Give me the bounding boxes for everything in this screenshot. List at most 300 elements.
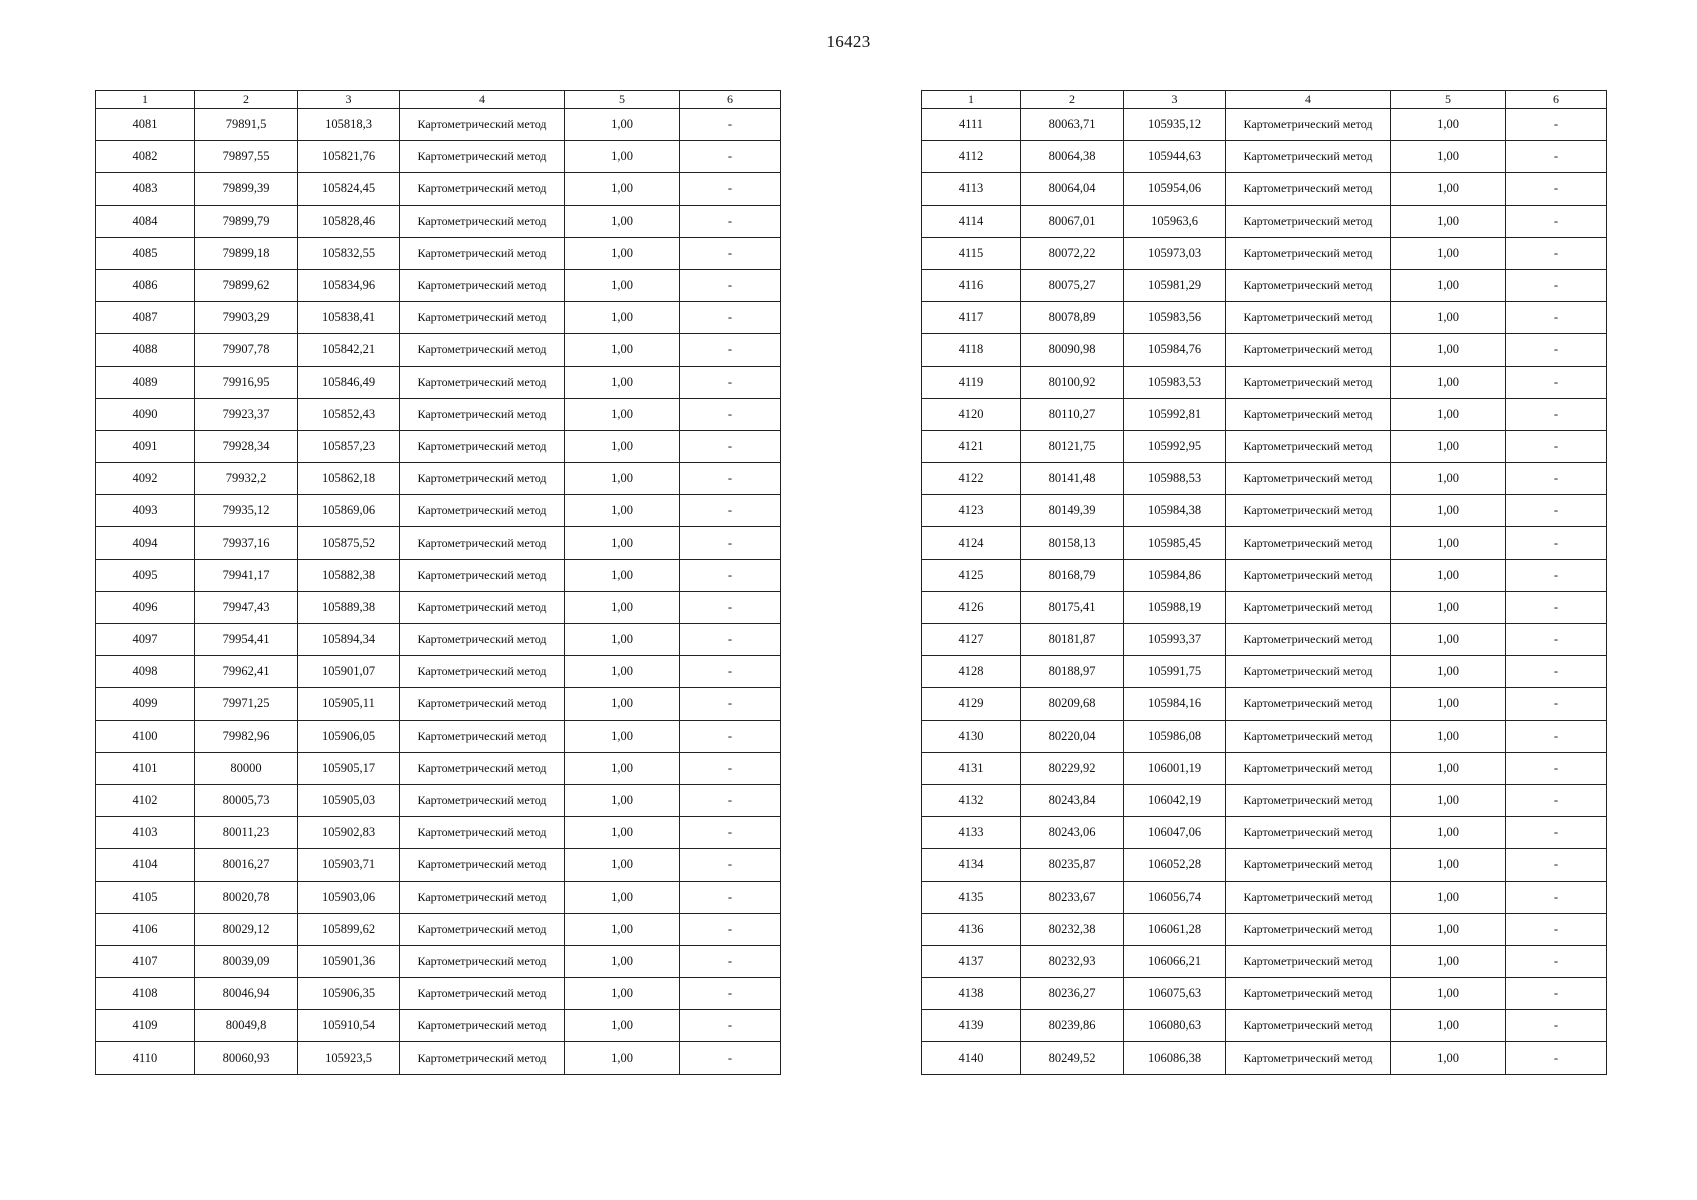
description-cell: - bbox=[1506, 237, 1607, 269]
y-coordinate-cell: 105838,41 bbox=[298, 302, 400, 334]
point-number-cell: 4111 bbox=[922, 109, 1021, 141]
method-cell: Картометрический метод bbox=[1226, 398, 1391, 430]
accuracy-cell: 1,00 bbox=[1391, 688, 1506, 720]
accuracy-cell: 1,00 bbox=[565, 495, 680, 527]
point-number-cell: 4130 bbox=[922, 720, 1021, 752]
column-header-2: 2 bbox=[195, 91, 298, 109]
table-row bbox=[96, 849, 781, 881]
x-coordinate-cell: 80175,41 bbox=[1021, 591, 1124, 623]
point-number-cell: 4112 bbox=[922, 141, 1021, 173]
x-coordinate-cell: 80158,13 bbox=[1021, 527, 1124, 559]
y-coordinate-cell: 105901,07 bbox=[298, 656, 400, 688]
y-coordinate-cell: 105834,96 bbox=[298, 269, 400, 301]
point-number-cell: 4082 bbox=[96, 141, 195, 173]
x-coordinate-cell: 79932,2 bbox=[195, 463, 298, 495]
x-coordinate-cell: 80100,92 bbox=[1021, 366, 1124, 398]
point-number-cell: 4091 bbox=[96, 430, 195, 462]
y-coordinate-cell: 106047,06 bbox=[1124, 817, 1226, 849]
table-row bbox=[922, 366, 1607, 398]
accuracy-cell: 1,00 bbox=[1391, 591, 1506, 623]
table-row bbox=[922, 881, 1607, 913]
accuracy-cell: 1,00 bbox=[1391, 366, 1506, 398]
x-coordinate-cell: 79962,41 bbox=[195, 656, 298, 688]
table-row bbox=[922, 109, 1607, 141]
accuracy-cell: 1,00 bbox=[565, 1042, 680, 1074]
point-number-cell: 4096 bbox=[96, 591, 195, 623]
column-header-5: 5 bbox=[565, 91, 680, 109]
table-body bbox=[922, 109, 1607, 1075]
method-cell: Картометрический метод bbox=[1226, 688, 1391, 720]
table-row bbox=[96, 495, 781, 527]
description-cell: - bbox=[1506, 398, 1607, 430]
x-coordinate-cell: 79899,62 bbox=[195, 269, 298, 301]
method-cell: Картометрический метод bbox=[1226, 624, 1391, 656]
accuracy-cell: 1,00 bbox=[565, 817, 680, 849]
y-coordinate-cell: 105899,62 bbox=[298, 913, 400, 945]
accuracy-cell: 1,00 bbox=[1391, 656, 1506, 688]
method-cell: Картометрический метод bbox=[400, 495, 565, 527]
description-cell: - bbox=[680, 463, 781, 495]
page-number: 16423 bbox=[826, 32, 871, 51]
table-header-row bbox=[922, 91, 1607, 109]
method-cell: Картометрический метод bbox=[400, 269, 565, 301]
accuracy-cell: 1,00 bbox=[1391, 302, 1506, 334]
method-cell: Картометрический метод bbox=[400, 591, 565, 623]
y-coordinate-cell: 105984,86 bbox=[1124, 559, 1226, 591]
accuracy-cell: 1,00 bbox=[565, 720, 680, 752]
table-row bbox=[96, 1010, 781, 1042]
description-cell: - bbox=[1506, 205, 1607, 237]
x-coordinate-cell: 79954,41 bbox=[195, 624, 298, 656]
table-row bbox=[922, 945, 1607, 977]
method-cell: Картометрический метод bbox=[1226, 591, 1391, 623]
description-cell: - bbox=[1506, 913, 1607, 945]
table-row bbox=[96, 752, 781, 784]
point-number-cell: 4086 bbox=[96, 269, 195, 301]
y-coordinate-cell: 105992,95 bbox=[1124, 430, 1226, 462]
method-cell: Картометрический метод bbox=[400, 302, 565, 334]
method-cell: Картометрический метод bbox=[1226, 430, 1391, 462]
method-cell: Картометрический метод bbox=[1226, 495, 1391, 527]
point-number-cell: 4083 bbox=[96, 173, 195, 205]
x-coordinate-cell: 79897,55 bbox=[195, 141, 298, 173]
accuracy-cell: 1,00 bbox=[1391, 913, 1506, 945]
table-row bbox=[96, 817, 781, 849]
accuracy-cell: 1,00 bbox=[1391, 398, 1506, 430]
description-cell: - bbox=[1506, 334, 1607, 366]
description-cell: - bbox=[1506, 784, 1607, 816]
x-coordinate-cell: 80220,04 bbox=[1021, 720, 1124, 752]
column-header-2: 2 bbox=[1021, 91, 1124, 109]
point-number-cell: 4101 bbox=[96, 752, 195, 784]
accuracy-cell: 1,00 bbox=[565, 881, 680, 913]
table-row bbox=[96, 624, 781, 656]
x-coordinate-cell: 80141,48 bbox=[1021, 463, 1124, 495]
y-coordinate-cell: 105857,23 bbox=[298, 430, 400, 462]
y-coordinate-cell: 105954,06 bbox=[1124, 173, 1226, 205]
description-cell: - bbox=[1506, 527, 1607, 559]
x-coordinate-cell: 80232,93 bbox=[1021, 945, 1124, 977]
x-coordinate-cell: 80016,27 bbox=[195, 849, 298, 881]
table-row bbox=[96, 913, 781, 945]
x-coordinate-cell: 79928,34 bbox=[195, 430, 298, 462]
method-cell: Картометрический метод bbox=[1226, 1010, 1391, 1042]
x-coordinate-cell: 80067,01 bbox=[1021, 205, 1124, 237]
y-coordinate-cell: 105832,55 bbox=[298, 237, 400, 269]
accuracy-cell: 1,00 bbox=[565, 945, 680, 977]
y-coordinate-cell: 105905,03 bbox=[298, 784, 400, 816]
y-coordinate-cell: 105821,76 bbox=[298, 141, 400, 173]
point-number-cell: 4106 bbox=[96, 913, 195, 945]
point-number-cell: 4138 bbox=[922, 978, 1021, 1010]
x-coordinate-cell: 80075,27 bbox=[1021, 269, 1124, 301]
y-coordinate-cell: 105988,53 bbox=[1124, 463, 1226, 495]
table-row bbox=[922, 656, 1607, 688]
accuracy-cell: 1,00 bbox=[1391, 1042, 1506, 1074]
y-coordinate-cell: 105986,08 bbox=[1124, 720, 1226, 752]
x-coordinate-cell: 80000 bbox=[195, 752, 298, 784]
method-cell: Картометрический метод bbox=[400, 913, 565, 945]
x-coordinate-cell: 80121,75 bbox=[1021, 430, 1124, 462]
x-coordinate-cell: 80072,22 bbox=[1021, 237, 1124, 269]
x-coordinate-cell: 79899,18 bbox=[195, 237, 298, 269]
accuracy-cell: 1,00 bbox=[565, 559, 680, 591]
method-cell: Картометрический метод bbox=[1226, 752, 1391, 784]
table-row bbox=[922, 784, 1607, 816]
point-number-cell: 4098 bbox=[96, 656, 195, 688]
description-cell: - bbox=[1506, 656, 1607, 688]
table-row bbox=[922, 302, 1607, 334]
method-cell: Картометрический метод bbox=[400, 849, 565, 881]
y-coordinate-cell: 106086,38 bbox=[1124, 1042, 1226, 1074]
y-coordinate-cell: 105983,53 bbox=[1124, 366, 1226, 398]
method-cell: Картометрический метод bbox=[400, 720, 565, 752]
table-row bbox=[922, 1042, 1607, 1074]
x-coordinate-cell: 80110,27 bbox=[1021, 398, 1124, 430]
x-coordinate-cell: 80060,93 bbox=[195, 1042, 298, 1074]
accuracy-cell: 1,00 bbox=[565, 334, 680, 366]
description-cell: - bbox=[1506, 945, 1607, 977]
description-cell: - bbox=[680, 849, 781, 881]
accuracy-cell: 1,00 bbox=[565, 752, 680, 784]
point-number-cell: 4139 bbox=[922, 1010, 1021, 1042]
method-cell: Картометрический метод bbox=[1226, 109, 1391, 141]
y-coordinate-cell: 105963,6 bbox=[1124, 205, 1226, 237]
method-cell: Картометрический метод bbox=[400, 173, 565, 205]
column-header-1: 1 bbox=[96, 91, 195, 109]
method-cell: Картометрический метод bbox=[400, 1042, 565, 1074]
table-row bbox=[922, 624, 1607, 656]
point-number-cell: 4129 bbox=[922, 688, 1021, 720]
table-row bbox=[922, 978, 1607, 1010]
point-number-cell: 4132 bbox=[922, 784, 1021, 816]
table-row bbox=[922, 205, 1607, 237]
point-number-cell: 4127 bbox=[922, 624, 1021, 656]
method-cell: Картометрический метод bbox=[1226, 817, 1391, 849]
method-cell: Картометрический метод bbox=[1226, 237, 1391, 269]
description-cell: - bbox=[680, 430, 781, 462]
point-number-cell: 4092 bbox=[96, 463, 195, 495]
y-coordinate-cell: 105882,38 bbox=[298, 559, 400, 591]
method-cell: Картометрический метод bbox=[400, 205, 565, 237]
table-row bbox=[922, 269, 1607, 301]
table-row bbox=[922, 495, 1607, 527]
point-number-cell: 4126 bbox=[922, 591, 1021, 623]
description-cell: - bbox=[680, 817, 781, 849]
description-cell: - bbox=[680, 398, 781, 430]
description-cell: - bbox=[680, 688, 781, 720]
method-cell: Картометрический метод bbox=[400, 366, 565, 398]
y-coordinate-cell: 105973,03 bbox=[1124, 237, 1226, 269]
point-number-cell: 4105 bbox=[96, 881, 195, 913]
description-cell: - bbox=[1506, 752, 1607, 784]
point-number-cell: 4081 bbox=[96, 109, 195, 141]
point-number-cell: 4087 bbox=[96, 302, 195, 334]
description-cell: - bbox=[1506, 1042, 1607, 1074]
description-cell: - bbox=[680, 624, 781, 656]
description-cell: - bbox=[1506, 495, 1607, 527]
table-row bbox=[922, 688, 1607, 720]
accuracy-cell: 1,00 bbox=[565, 366, 680, 398]
point-number-cell: 4088 bbox=[96, 334, 195, 366]
description-cell: - bbox=[1506, 591, 1607, 623]
table-row bbox=[96, 720, 781, 752]
description-cell: - bbox=[1506, 269, 1607, 301]
y-coordinate-cell: 105903,71 bbox=[298, 849, 400, 881]
point-number-cell: 4137 bbox=[922, 945, 1021, 977]
y-coordinate-cell: 105984,76 bbox=[1124, 334, 1226, 366]
method-cell: Картометрический метод bbox=[400, 398, 565, 430]
y-coordinate-cell: 105991,75 bbox=[1124, 656, 1226, 688]
column-header-3: 3 bbox=[1124, 91, 1226, 109]
description-cell: - bbox=[1506, 849, 1607, 881]
description-cell: - bbox=[680, 881, 781, 913]
accuracy-cell: 1,00 bbox=[1391, 720, 1506, 752]
column-header-6: 6 bbox=[680, 91, 781, 109]
column-header-4: 4 bbox=[400, 91, 565, 109]
description-cell: - bbox=[1506, 141, 1607, 173]
point-number-cell: 4094 bbox=[96, 527, 195, 559]
table-row bbox=[96, 688, 781, 720]
method-cell: Картометрический метод bbox=[400, 527, 565, 559]
description-cell: - bbox=[1506, 173, 1607, 205]
y-coordinate-cell: 105905,11 bbox=[298, 688, 400, 720]
point-number-cell: 4099 bbox=[96, 688, 195, 720]
accuracy-cell: 1,00 bbox=[565, 849, 680, 881]
y-coordinate-cell: 106052,28 bbox=[1124, 849, 1226, 881]
table-row bbox=[922, 430, 1607, 462]
method-cell: Картометрический метод bbox=[400, 334, 565, 366]
description-cell: - bbox=[680, 784, 781, 816]
description-cell: - bbox=[680, 913, 781, 945]
x-coordinate-cell: 80049,8 bbox=[195, 1010, 298, 1042]
method-cell: Картометрический метод bbox=[1226, 205, 1391, 237]
point-number-cell: 4117 bbox=[922, 302, 1021, 334]
y-coordinate-cell: 105988,19 bbox=[1124, 591, 1226, 623]
point-number-cell: 4107 bbox=[96, 945, 195, 977]
y-coordinate-cell: 105984,38 bbox=[1124, 495, 1226, 527]
description-cell: - bbox=[680, 237, 781, 269]
method-cell: Картометрический метод bbox=[400, 978, 565, 1010]
y-coordinate-cell: 105993,37 bbox=[1124, 624, 1226, 656]
method-cell: Картометрический метод bbox=[1226, 881, 1391, 913]
y-coordinate-cell: 105875,52 bbox=[298, 527, 400, 559]
y-coordinate-cell: 105985,45 bbox=[1124, 527, 1226, 559]
accuracy-cell: 1,00 bbox=[1391, 527, 1506, 559]
description-cell: - bbox=[1506, 720, 1607, 752]
accuracy-cell: 1,00 bbox=[1391, 978, 1506, 1010]
y-coordinate-cell: 105935,12 bbox=[1124, 109, 1226, 141]
x-coordinate-cell: 80046,94 bbox=[195, 978, 298, 1010]
accuracy-cell: 1,00 bbox=[1391, 1010, 1506, 1042]
accuracy-cell: 1,00 bbox=[565, 173, 680, 205]
x-coordinate-cell: 80181,87 bbox=[1021, 624, 1124, 656]
point-number-cell: 4085 bbox=[96, 237, 195, 269]
y-coordinate-cell: 105828,46 bbox=[298, 205, 400, 237]
point-number-cell: 4131 bbox=[922, 752, 1021, 784]
description-cell: - bbox=[680, 366, 781, 398]
x-coordinate-cell: 80063,71 bbox=[1021, 109, 1124, 141]
description-cell: - bbox=[1506, 624, 1607, 656]
description-cell: - bbox=[680, 1042, 781, 1074]
x-coordinate-cell: 79935,12 bbox=[195, 495, 298, 527]
y-coordinate-cell: 105852,43 bbox=[298, 398, 400, 430]
table-row bbox=[96, 141, 781, 173]
method-cell: Картометрический метод bbox=[1226, 849, 1391, 881]
accuracy-cell: 1,00 bbox=[565, 1010, 680, 1042]
accuracy-cell: 1,00 bbox=[565, 463, 680, 495]
x-coordinate-cell: 80232,38 bbox=[1021, 913, 1124, 945]
table-row bbox=[96, 109, 781, 141]
x-coordinate-cell: 80188,97 bbox=[1021, 656, 1124, 688]
table-row bbox=[96, 366, 781, 398]
y-coordinate-cell: 106042,19 bbox=[1124, 784, 1226, 816]
point-number-cell: 4136 bbox=[922, 913, 1021, 945]
x-coordinate-cell: 80039,09 bbox=[195, 945, 298, 977]
y-coordinate-cell: 105862,18 bbox=[298, 463, 400, 495]
method-cell: Картометрический метод bbox=[1226, 559, 1391, 591]
table-row bbox=[96, 945, 781, 977]
table-row bbox=[96, 881, 781, 913]
table-row bbox=[96, 173, 781, 205]
description-cell: - bbox=[680, 302, 781, 334]
point-number-cell: 4118 bbox=[922, 334, 1021, 366]
description-cell: - bbox=[1506, 302, 1607, 334]
accuracy-cell: 1,00 bbox=[1391, 817, 1506, 849]
table-row bbox=[96, 430, 781, 462]
table-row bbox=[922, 141, 1607, 173]
accuracy-cell: 1,00 bbox=[565, 141, 680, 173]
x-coordinate-cell: 79916,95 bbox=[195, 366, 298, 398]
method-cell: Картометрический метод bbox=[1226, 720, 1391, 752]
x-coordinate-cell: 79982,96 bbox=[195, 720, 298, 752]
description-cell: - bbox=[680, 720, 781, 752]
accuracy-cell: 1,00 bbox=[565, 656, 680, 688]
x-coordinate-cell: 79923,37 bbox=[195, 398, 298, 430]
x-coordinate-cell: 79971,25 bbox=[195, 688, 298, 720]
table-row bbox=[96, 398, 781, 430]
point-number-cell: 4120 bbox=[922, 398, 1021, 430]
table-row bbox=[922, 591, 1607, 623]
method-cell: Картометрический метод bbox=[400, 141, 565, 173]
table-row bbox=[96, 784, 781, 816]
point-number-cell: 4089 bbox=[96, 366, 195, 398]
point-number-cell: 4103 bbox=[96, 817, 195, 849]
point-number-cell: 4124 bbox=[922, 527, 1021, 559]
method-cell: Картометрический метод bbox=[1226, 302, 1391, 334]
point-number-cell: 4119 bbox=[922, 366, 1021, 398]
table-row bbox=[922, 527, 1607, 559]
x-coordinate-cell: 80243,06 bbox=[1021, 817, 1124, 849]
description-cell: - bbox=[680, 945, 781, 977]
table-header-row bbox=[96, 91, 781, 109]
point-number-cell: 4122 bbox=[922, 463, 1021, 495]
description-cell: - bbox=[680, 752, 781, 784]
method-cell: Картометрический метод bbox=[400, 881, 565, 913]
table-row bbox=[922, 398, 1607, 430]
x-coordinate-cell: 80249,52 bbox=[1021, 1042, 1124, 1074]
method-cell: Картометрический метод bbox=[1226, 334, 1391, 366]
table-row bbox=[922, 849, 1607, 881]
column-header-1: 1 bbox=[922, 91, 1021, 109]
point-number-cell: 4102 bbox=[96, 784, 195, 816]
accuracy-cell: 1,00 bbox=[565, 269, 680, 301]
x-coordinate-cell: 80149,39 bbox=[1021, 495, 1124, 527]
y-coordinate-cell: 105910,54 bbox=[298, 1010, 400, 1042]
point-number-cell: 4093 bbox=[96, 495, 195, 527]
y-coordinate-cell: 105818,3 bbox=[298, 109, 400, 141]
point-number-cell: 4140 bbox=[922, 1042, 1021, 1074]
table-row bbox=[922, 237, 1607, 269]
x-coordinate-cell: 79891,5 bbox=[195, 109, 298, 141]
description-cell: - bbox=[1506, 109, 1607, 141]
description-cell: - bbox=[1506, 1010, 1607, 1042]
x-coordinate-cell: 79899,39 bbox=[195, 173, 298, 205]
accuracy-cell: 1,00 bbox=[565, 784, 680, 816]
table-row bbox=[96, 978, 781, 1010]
y-coordinate-cell: 105905,17 bbox=[298, 752, 400, 784]
accuracy-cell: 1,00 bbox=[1391, 334, 1506, 366]
description-cell: - bbox=[1506, 881, 1607, 913]
y-coordinate-cell: 105869,06 bbox=[298, 495, 400, 527]
x-coordinate-cell: 79903,29 bbox=[195, 302, 298, 334]
y-coordinate-cell: 106080,63 bbox=[1124, 1010, 1226, 1042]
description-cell: - bbox=[1506, 559, 1607, 591]
accuracy-cell: 1,00 bbox=[1391, 109, 1506, 141]
method-cell: Картометрический метод bbox=[400, 463, 565, 495]
x-coordinate-cell: 80168,79 bbox=[1021, 559, 1124, 591]
accuracy-cell: 1,00 bbox=[565, 430, 680, 462]
method-cell: Картометрический метод bbox=[400, 559, 565, 591]
table-row bbox=[96, 1042, 781, 1074]
point-number-cell: 4133 bbox=[922, 817, 1021, 849]
point-number-cell: 4121 bbox=[922, 430, 1021, 462]
x-coordinate-cell: 80020,78 bbox=[195, 881, 298, 913]
accuracy-cell: 1,00 bbox=[1391, 269, 1506, 301]
point-number-cell: 4115 bbox=[922, 237, 1021, 269]
table-row bbox=[922, 559, 1607, 591]
table-row bbox=[922, 1010, 1607, 1042]
point-number-cell: 4095 bbox=[96, 559, 195, 591]
table-row bbox=[922, 913, 1607, 945]
y-coordinate-cell: 106001,19 bbox=[1124, 752, 1226, 784]
description-cell: - bbox=[680, 495, 781, 527]
description-cell: - bbox=[1506, 366, 1607, 398]
x-coordinate-cell: 80064,38 bbox=[1021, 141, 1124, 173]
accuracy-cell: 1,00 bbox=[565, 527, 680, 559]
table-row bbox=[96, 205, 781, 237]
column-header-3: 3 bbox=[298, 91, 400, 109]
